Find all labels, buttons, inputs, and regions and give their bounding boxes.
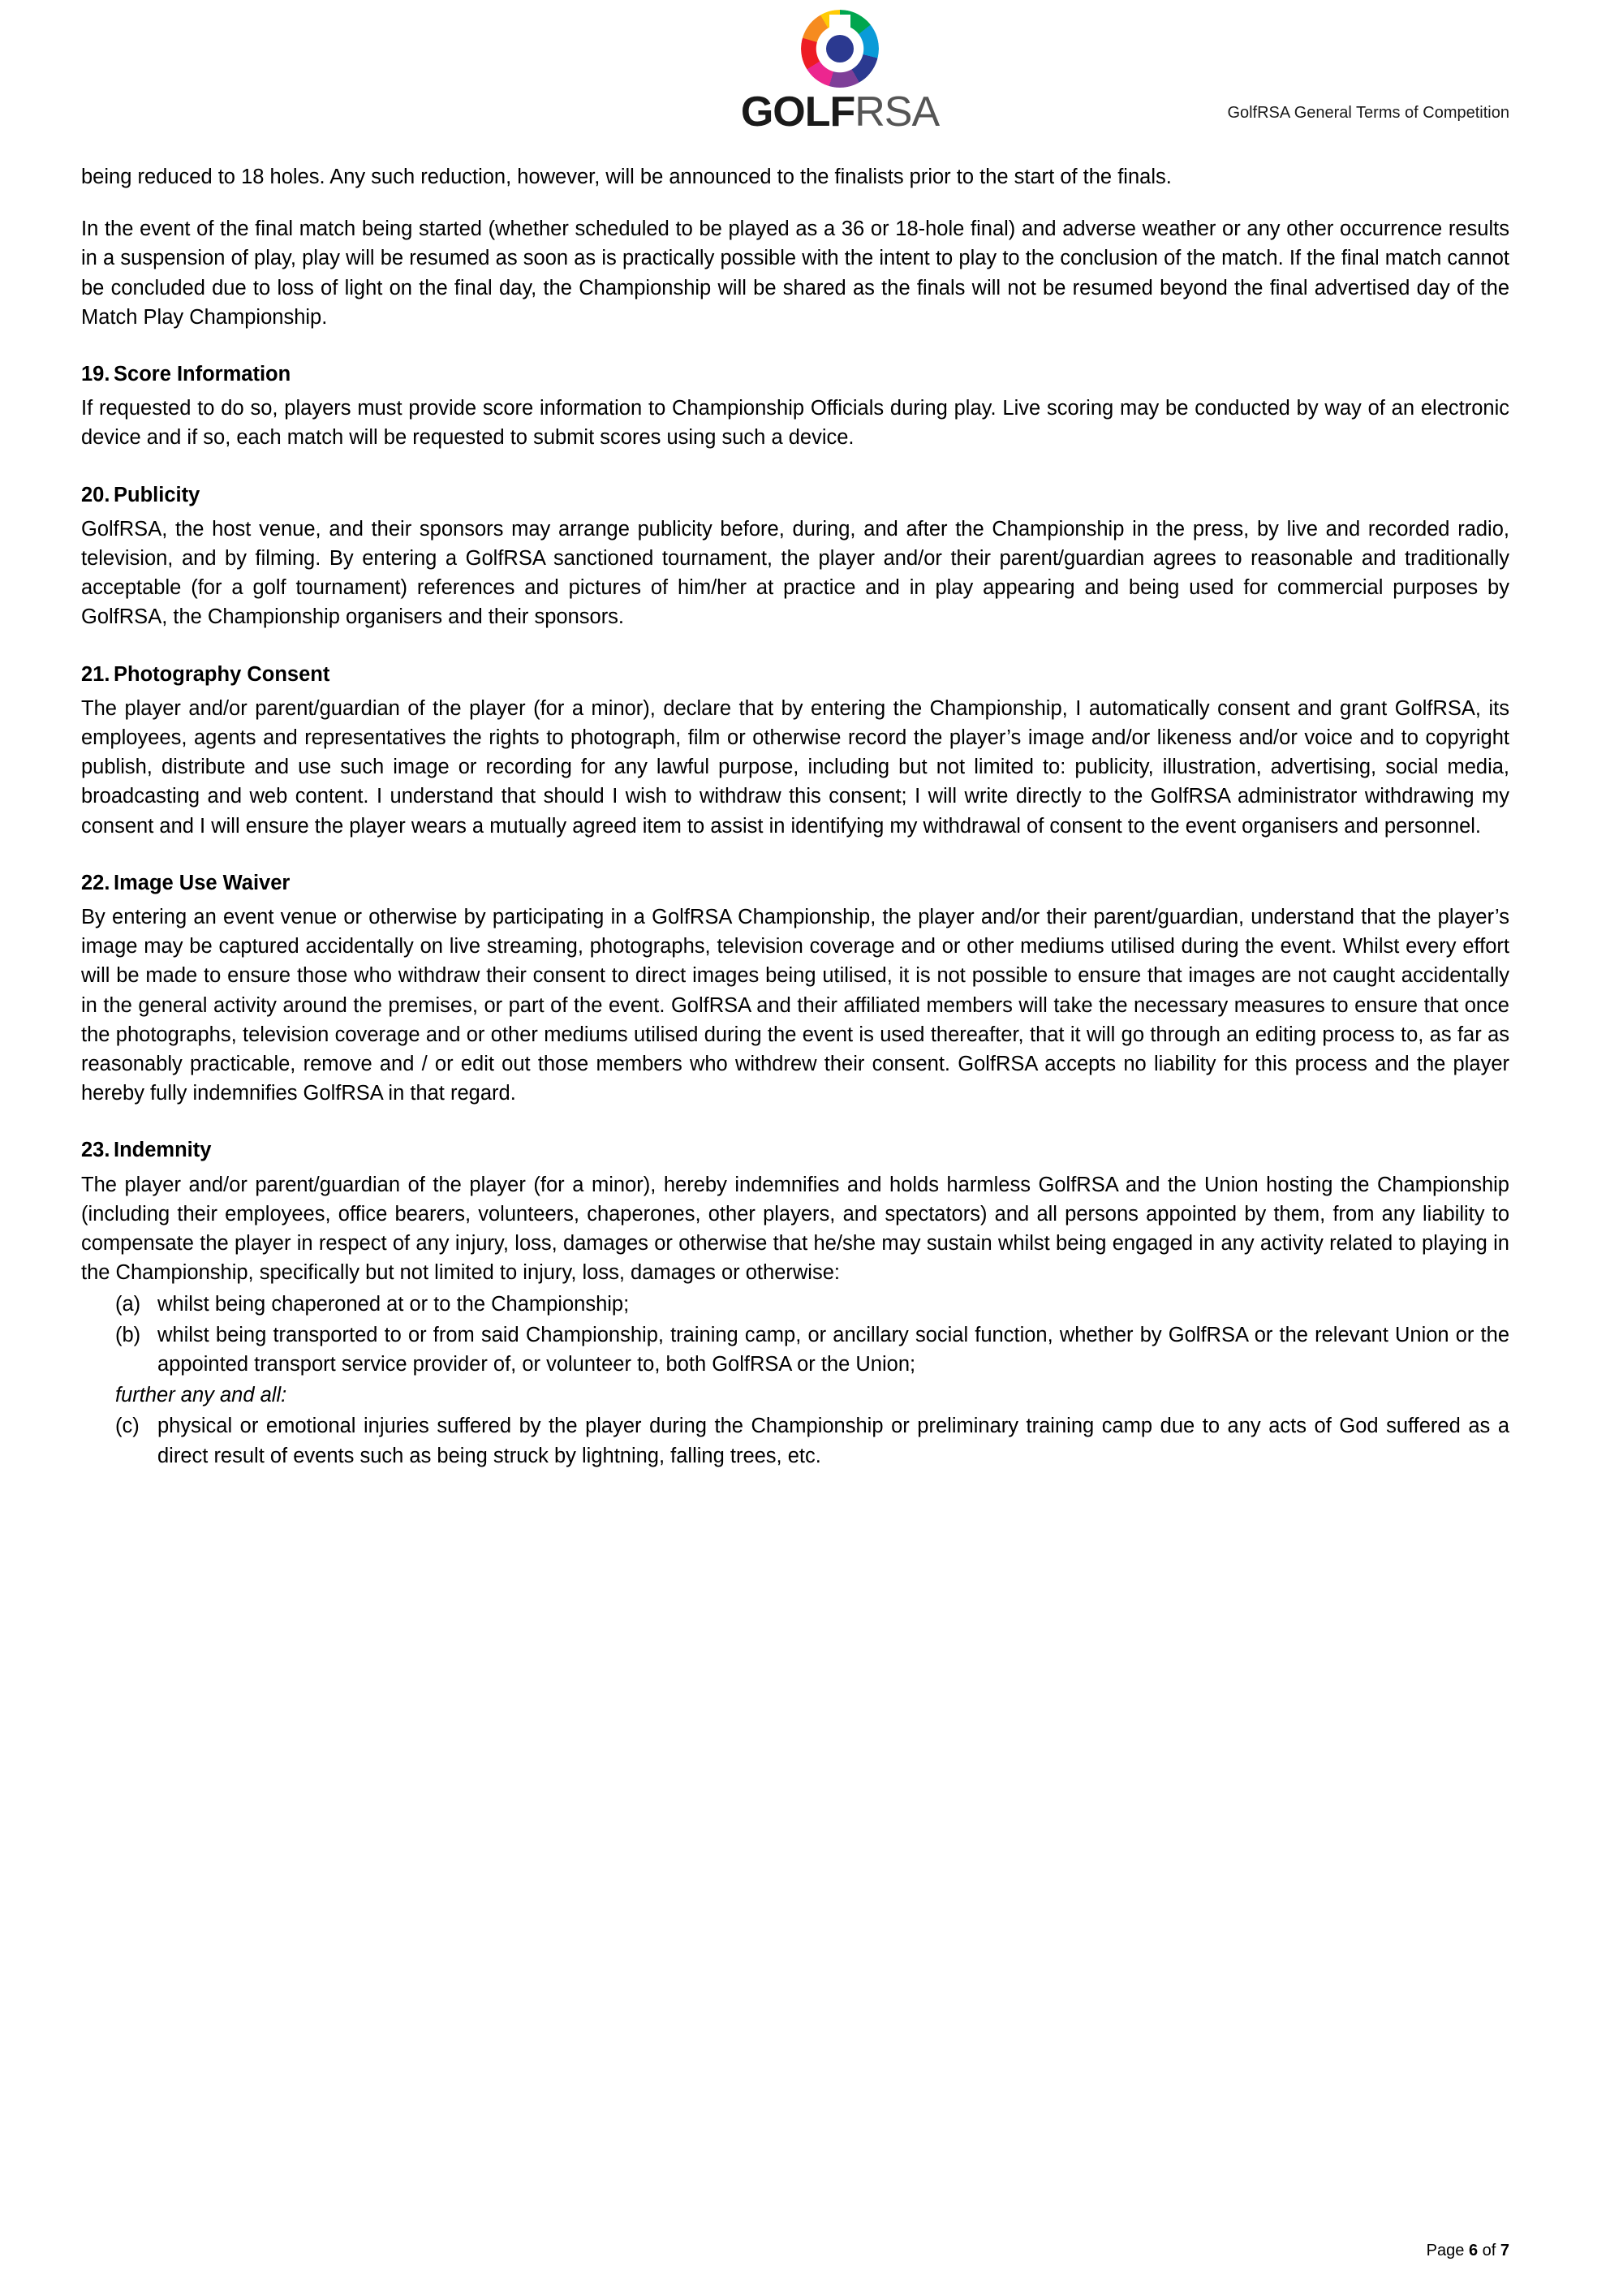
logo-wordmark-golf: GOLF <box>740 88 855 136</box>
section-title: Image Use Waiver <box>114 871 291 894</box>
page-header <box>81 0 1509 159</box>
section-heading <box>81 660 1509 689</box>
logo-wordmark <box>706 88 974 136</box>
paragraph: In the event of the final match being started (whether scheduled to be played as a 36 or 18-hole final) and adverse weather or any other occurrence results in a suspension of play, play will be resumed as soon as is practically possible with the intent to play to the conclusion of the match. If the final match cannot be concluded due to loss of light on the final day, the Championship will be shared as the finals will not be resumed beyond the final advertised day of the Match Play Championship. <box>81 218 1509 329</box>
section-paragraph: GolfRSA, the host venue, and their sponsors may arrange publicity before, during, and after the Championship in the press, by live and recorded radio, television, and by filming. By entering a GolfRSA sanctioned tournament, the player and/or their parent/guardian agrees to reasonable and traditionally acceptable (for a golf tournament) references and pictures of him/her at practice and in play appearing and being used for commercial purposes by GolfRSA, the Championship organisers and their sponsors. <box>81 517 1509 629</box>
section-number: 22. <box>81 871 110 894</box>
section-paragraph: The player and/or parent/guardian of the player (for a minor), declare that by entering the Championship, I automatically consent and grant GolfRSA, its employees, agents and representatives the rights to photograph, film or otherwise record the player’s image and/or likeness and/or voice and to copyright publish, distribute and use such image or recording for any lawful purpose, including but not limited to: publicity, illustration, advertising, social media, broadcasting and web content. I understand that should I wish to withdraw this consent; I will write directly to the GolfRSA administrator withdrawing my consent and I will ensure the player wears a mutually agreed item to assist in identifying my withdrawal of consent to the event organisers and personnel. <box>81 696 1509 838</box>
list-item <box>115 1411 1509 1470</box>
continued-paragraphs <box>81 159 1509 332</box>
section-photography-consent <box>81 660 1509 841</box>
section-title: Indemnity <box>114 1139 212 1162</box>
golfrsa-logo <box>706 10 974 136</box>
section-title: Score Information <box>114 363 291 386</box>
document-body <box>81 159 1509 1471</box>
footer-page-label: Page <box>1426 2242 1465 2259</box>
list-item-label: whilst being chaperoned at or to the Championship; <box>157 1292 630 1316</box>
section-title: Publicity <box>114 483 200 506</box>
section-score-information <box>81 360 1509 453</box>
indemnity-list <box>115 1290 1509 1380</box>
section-number: 23. <box>81 1139 110 1162</box>
section-heading <box>81 480 1509 510</box>
footer-of-label: of <box>1482 2242 1496 2259</box>
paragraph: being reduced to 18 holes. Any such reduction, however, will be announced to the finalists prior to the start of the finals. <box>81 166 1172 188</box>
list-item-label: physical or emotional injuries suffered by the player during the Championship or preliminary training camp due to any acts of God suffered as a direct result of events such as being struck by lightning, falling trees, etc. <box>157 1415 1509 1467</box>
section-heading <box>81 868 1509 898</box>
list-item-label: whilst being transported to or from said Championship, training camp, or ancillary social function, whether by GolfRSA or the relevant Union or the appointed transport service provider of, or volunteer to, both GolfRSA or the Union; <box>157 1323 1509 1376</box>
logo-wordmark-rsa: RSA <box>855 88 940 136</box>
section-number: 20. <box>81 483 110 506</box>
section-paragraph: The player and/or parent/guardian of the player (for a minor), hereby indemnifies and holds harmless GolfRSA and the Union hosting the Championship (including their employees, office bearers, volunteers, chaperones, other players, and spectators) and all persons appointed by them, from any liability to compensate the player in respect of any injury, loss, damages or otherwise that he/she may sustain whilst being engaged in any activity related to playing in the Championship, specifically but not limited to injury, loss, damages or otherwise: <box>81 1173 1509 1285</box>
section-paragraph: By entering an event venue or otherwise by participating in a GolfRSA Championship, the player and/or their parent/guardian, understand that the player’s image may be captured accidentally on live streaming, photographs, television coverage and or other mediums utilised during the event. Whilst every effort will be made to ensure those who withdraw their consent to direct images being utilised, it is not possible to ensure that images are not caught accidentally in the general activity around the premises, or part of the event. GolfRSA and their affiliated members will take the necessary measures to ensure that once the photographs, television coverage and or other mediums utilised during the event is used thereafter, that it will go through an editing process to, as far as reasonably practicable, remove and / or edit out those members who withdrew their consent. GolfRSA accepts no liability for this process and the player hereby fully indemnifies GolfRSA in that regard. <box>81 906 1509 1105</box>
footer-page-number: 6 <box>1468 2242 1479 2259</box>
list-item-marker: (a) <box>115 1292 141 1316</box>
section-number: 21. <box>81 662 110 686</box>
section-paragraph: If requested to do so, players must provide score information to Championship Officials during play. Live scoring may be conducted by way of an electronic device and if so, each match will be requested to submit scores using such a device. <box>81 397 1509 450</box>
section-indemnity <box>81 1135 1509 1470</box>
section-publicity <box>81 480 1509 632</box>
page-footer <box>1427 2242 1509 2260</box>
section-heading <box>81 360 1509 389</box>
section-image-use-waiver <box>81 868 1509 1109</box>
section-heading <box>81 1135 1509 1165</box>
list-item-marker: (b) <box>115 1323 141 1346</box>
indemnity-list-continued <box>115 1411 1509 1470</box>
footer-total-pages: 7 <box>1500 2242 1509 2259</box>
list-item <box>115 1320 1509 1379</box>
golfrsa-logo-icon <box>801 10 879 88</box>
further-any-and-all-note: further any and all: <box>115 1384 287 1407</box>
list-item <box>115 1290 1509 1319</box>
section-number: 19. <box>81 363 110 386</box>
header-document-title: GolfRSA General Terms of Competition <box>1227 104 1509 122</box>
list-item-marker: (c) <box>115 1415 140 1438</box>
section-title: Photography Consent <box>114 662 330 686</box>
